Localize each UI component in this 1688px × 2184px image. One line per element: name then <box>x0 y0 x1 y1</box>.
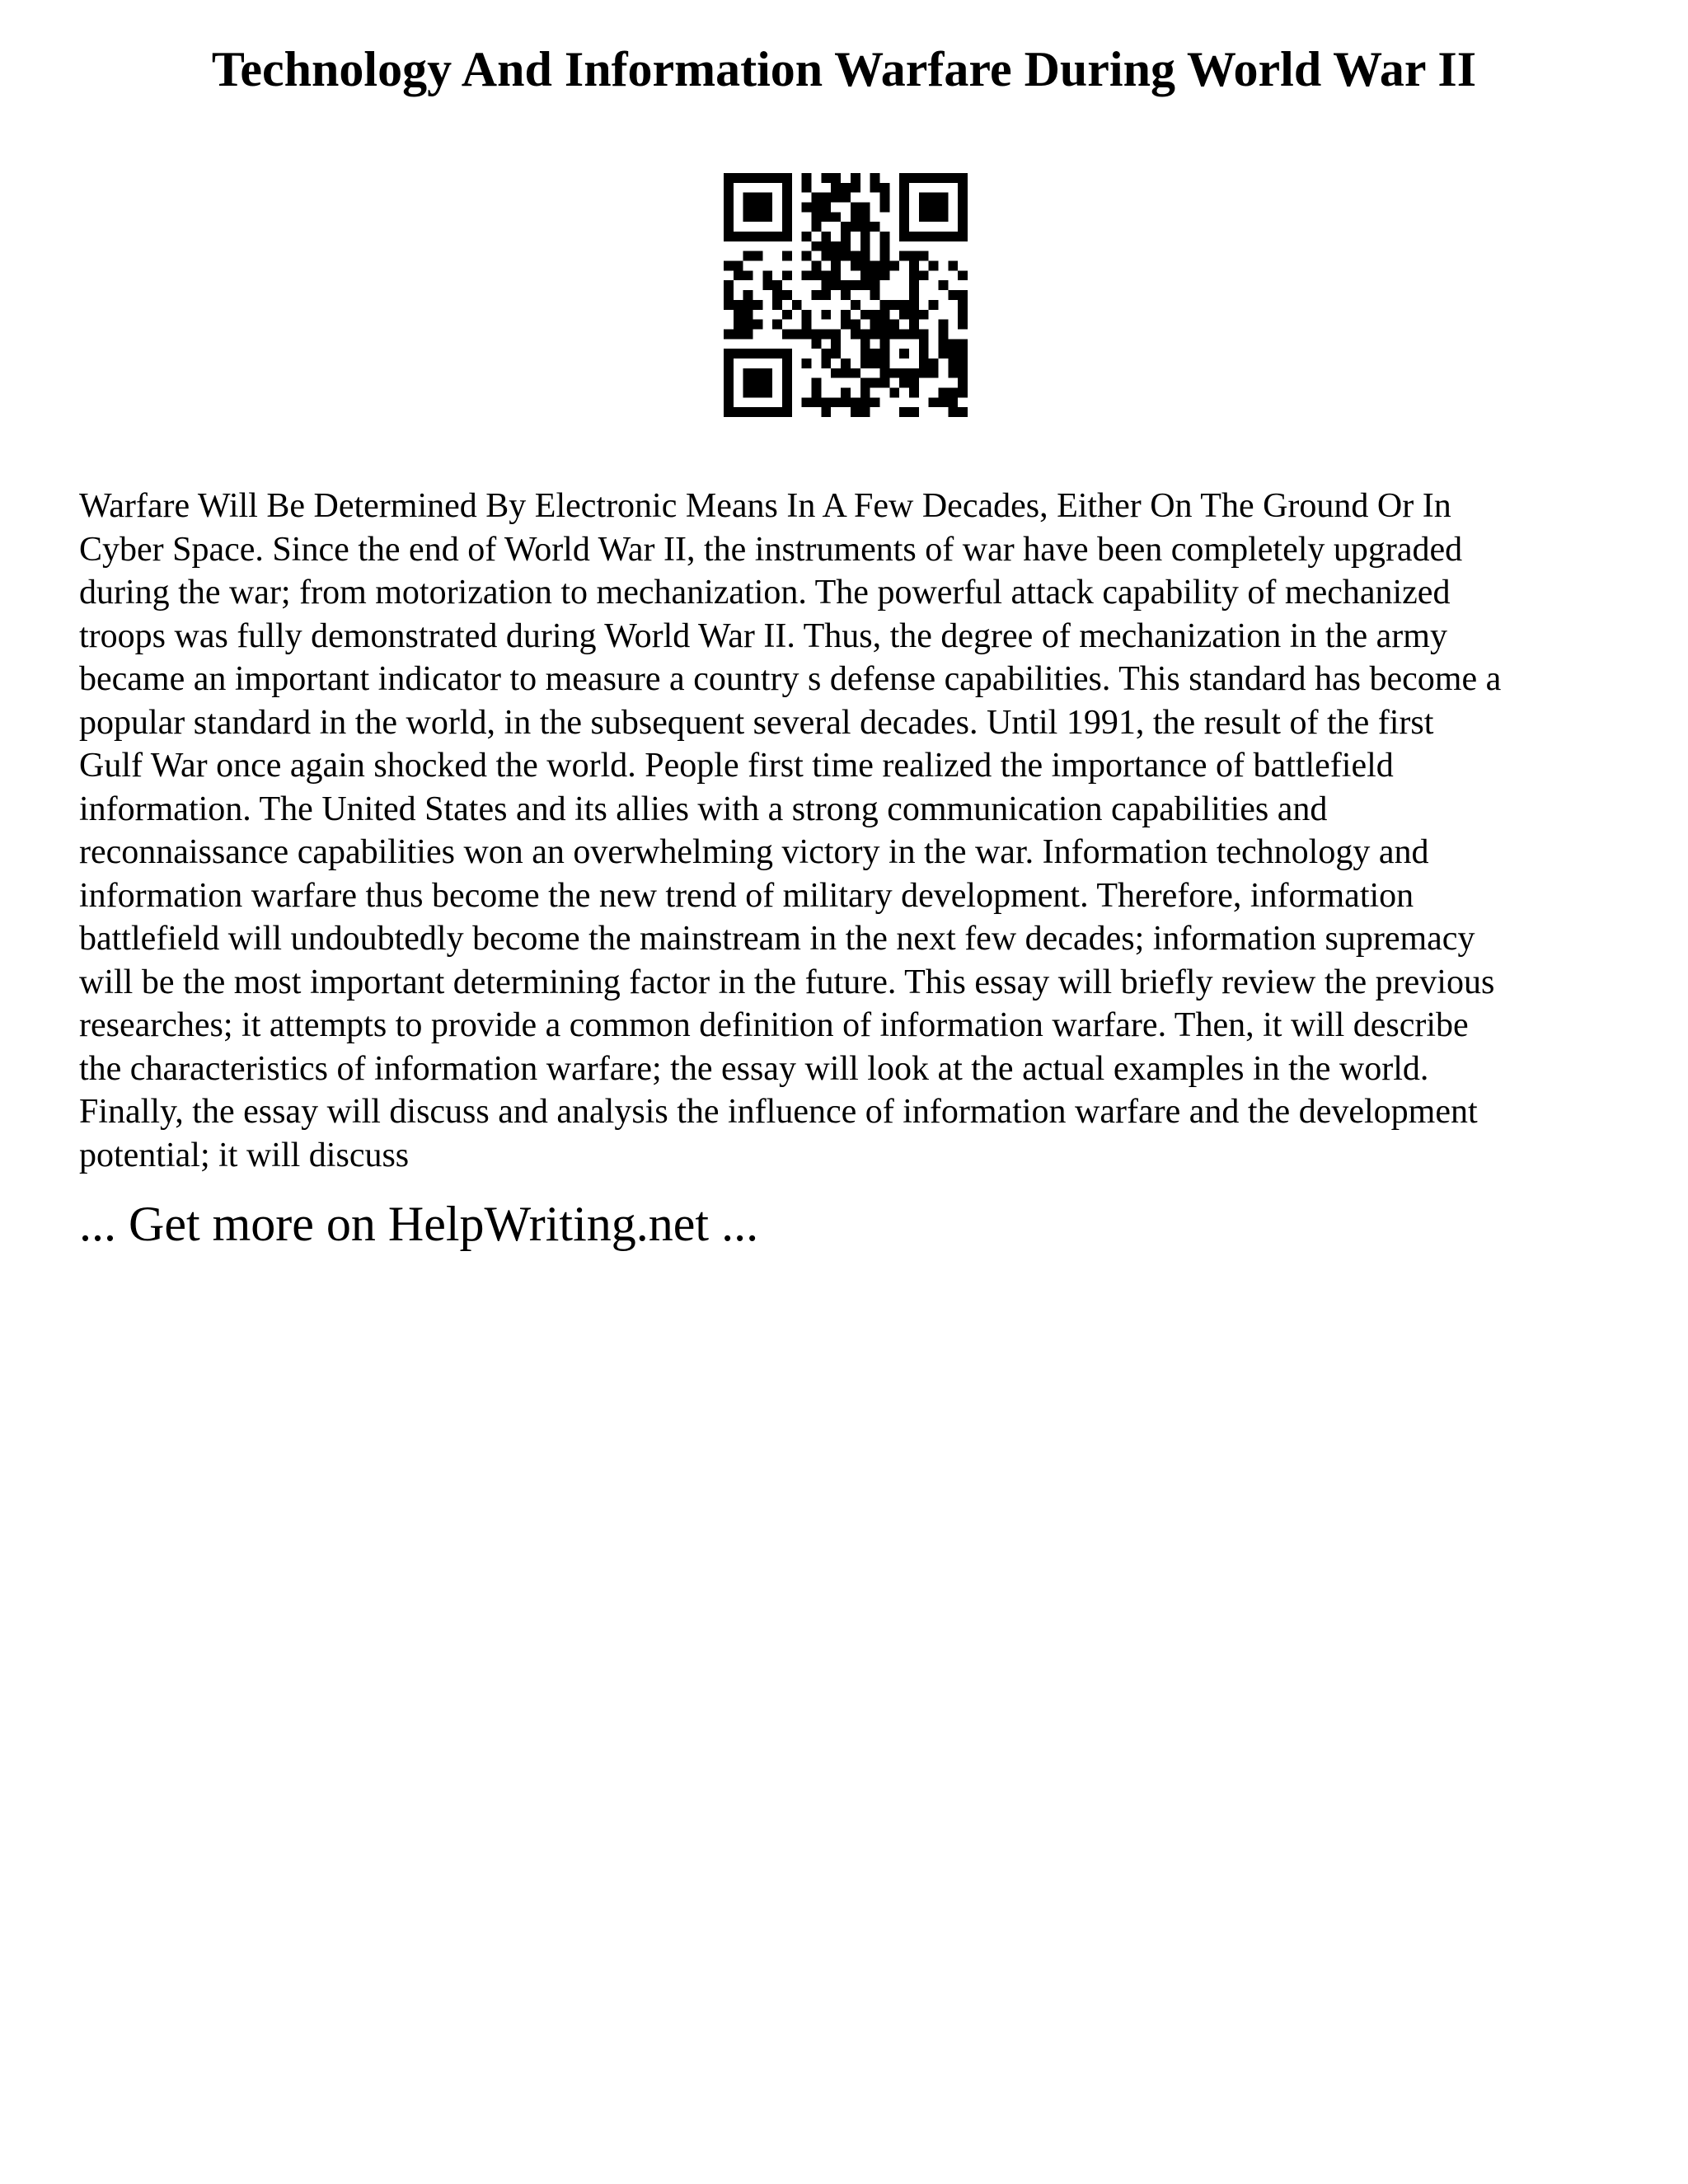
body-line: battlefield will undoubtedly become the mainstream in the next few decades; information supremacy <box>79 920 1475 958</box>
body-line: Gulf War once again shocked the world. People first time realized the importance of battlefield <box>79 747 1394 785</box>
essay-excerpt <box>79 485 1629 1177</box>
body-line: Finally, the essay will discuss and analysis the influence of information warfare and the development <box>79 1093 1478 1131</box>
body-line: will be the most important determining factor in the future. This essay will briefly review the previous <box>79 963 1495 1001</box>
body-line: reconnaissance capabilities won an overwhelming victory in the war. Information technology and <box>79 833 1429 871</box>
body-line: information. The United States and its allies with a strong communication capabilities and <box>79 790 1328 828</box>
body-line: became an important indicator to measure a country s defense capabilities. This standard has become a <box>79 660 1502 698</box>
qr-code-icon <box>724 173 968 417</box>
get-more-link[interactable]: ... Get more on HelpWriting.net ... <box>79 1197 759 1251</box>
body-line: troops was fully demonstrated during World War II. Thus, the degree of mechanization in the army <box>79 616 1447 655</box>
body-line: Cyber Space. Since the end of World War II, the instruments of war have been completely upgraded <box>79 530 1463 569</box>
body-line: Warfare Will Be Determined By Electronic Means In A Few Decades, Either On The Ground Or In <box>79 487 1451 525</box>
body-line: popular standard in the world, in the subsequent several decades. Until 1991, the result of the first <box>79 703 1434 742</box>
body-line: the characteristics of information warfare; the essay will look at the actual examples in the world. <box>79 1049 1429 1088</box>
body-line: researches; it attempts to provide a common definition of information warfare. Then, it will describe <box>79 1006 1469 1044</box>
body-line: information warfare thus become the new trend of military development. Therefore, information <box>79 876 1414 915</box>
body-line: potential; it will discuss <box>79 1136 410 1174</box>
body-line: during the war; from motorization to mechanization. The powerful attack capability of mechanized <box>79 574 1451 612</box>
document-title: Technology And Information Warfare During World War II <box>211 42 1477 96</box>
